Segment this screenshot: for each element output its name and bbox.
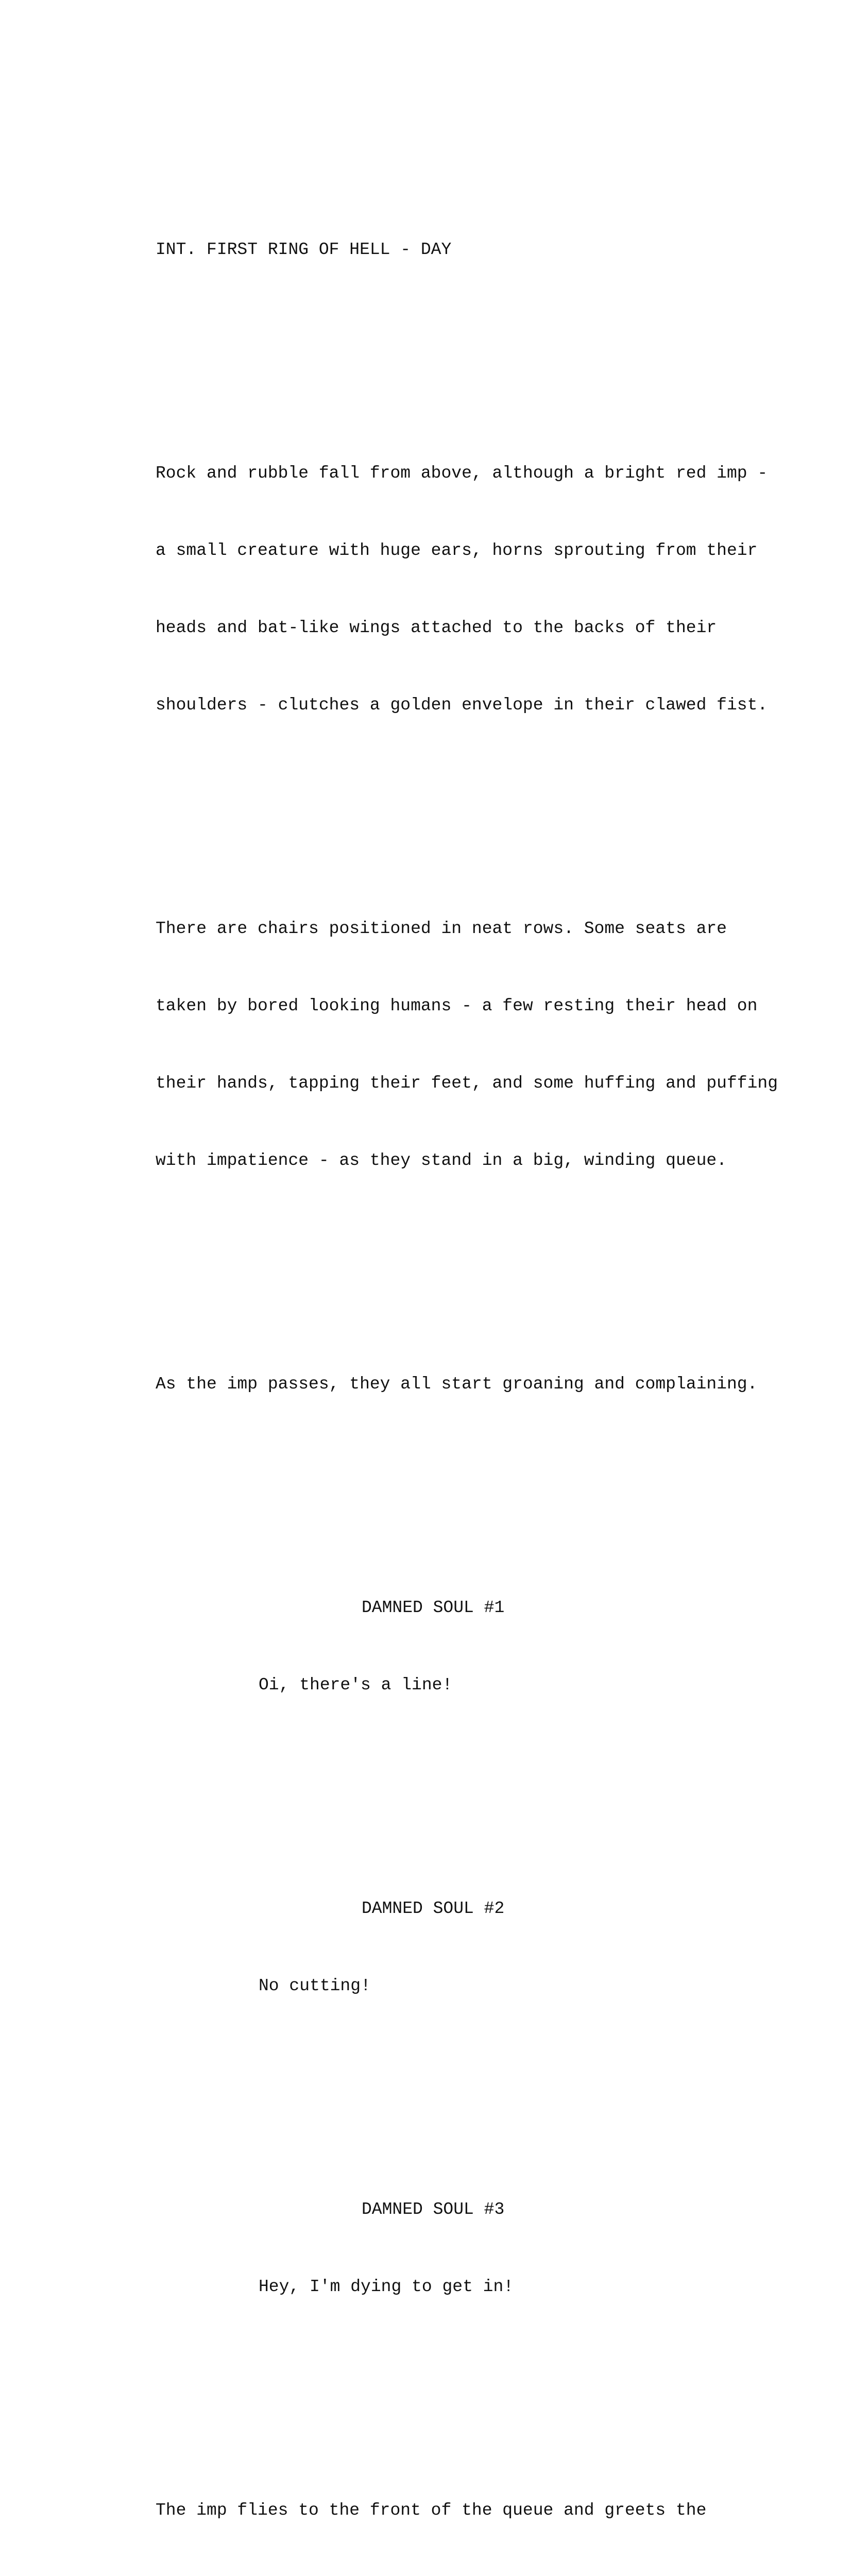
screenplay-body	[156, 108, 784, 2576]
action-paragraph-3	[156, 1320, 784, 1449]
dialogue-block-3	[156, 2145, 784, 2369]
dialogue-block-1	[156, 1544, 784, 1767]
action-paragraph-1	[156, 409, 784, 770]
dialogue-line: No cutting!	[259, 1976, 371, 1995]
scene-heading-text: INT. FIRST RING OF HELL - DAY	[156, 240, 452, 259]
action-line: There are chairs positioned in neat rows. Some seats are	[156, 919, 727, 938]
action-line: shoulders - clutches a golden envelope in their clawed fist.	[156, 696, 768, 715]
scene-heading	[156, 185, 784, 314]
action-line: As the imp passes, they all start groaning and complaining.	[156, 1375, 758, 1394]
action-line: with impatience - as they stand in a big, winding queue.	[156, 1151, 727, 1170]
action-line: taken by bored looking humans - a few resting their head on	[156, 996, 758, 1015]
action-line: their hands, tapping their feet, and some huffing and puffing	[156, 1074, 778, 1093]
action-paragraph-4	[156, 2446, 784, 2576]
character-name: DAMNED SOUL #2	[362, 1899, 505, 1918]
character-name: DAMNED SOUL #1	[362, 1598, 505, 1617]
action-line: The imp flies to the front of the queue and greets the	[156, 2501, 707, 2520]
dialogue-line: Oi, there's a line!	[259, 1675, 453, 1694]
character-name: DAMNED SOUL #3	[362, 2200, 505, 2219]
action-line: a small creature with huge ears, horns sprouting from their	[156, 541, 758, 560]
action-line: Rock and rubble fall from above, although a bright red imp -	[156, 464, 768, 483]
action-line: heads and bat-like wings attached to the backs of their	[156, 618, 717, 637]
action-paragraph-2	[156, 865, 784, 1225]
dialogue-line: Hey, I'm dying to get in!	[259, 2277, 514, 2296]
dialogue-block-2	[156, 1844, 784, 2068]
